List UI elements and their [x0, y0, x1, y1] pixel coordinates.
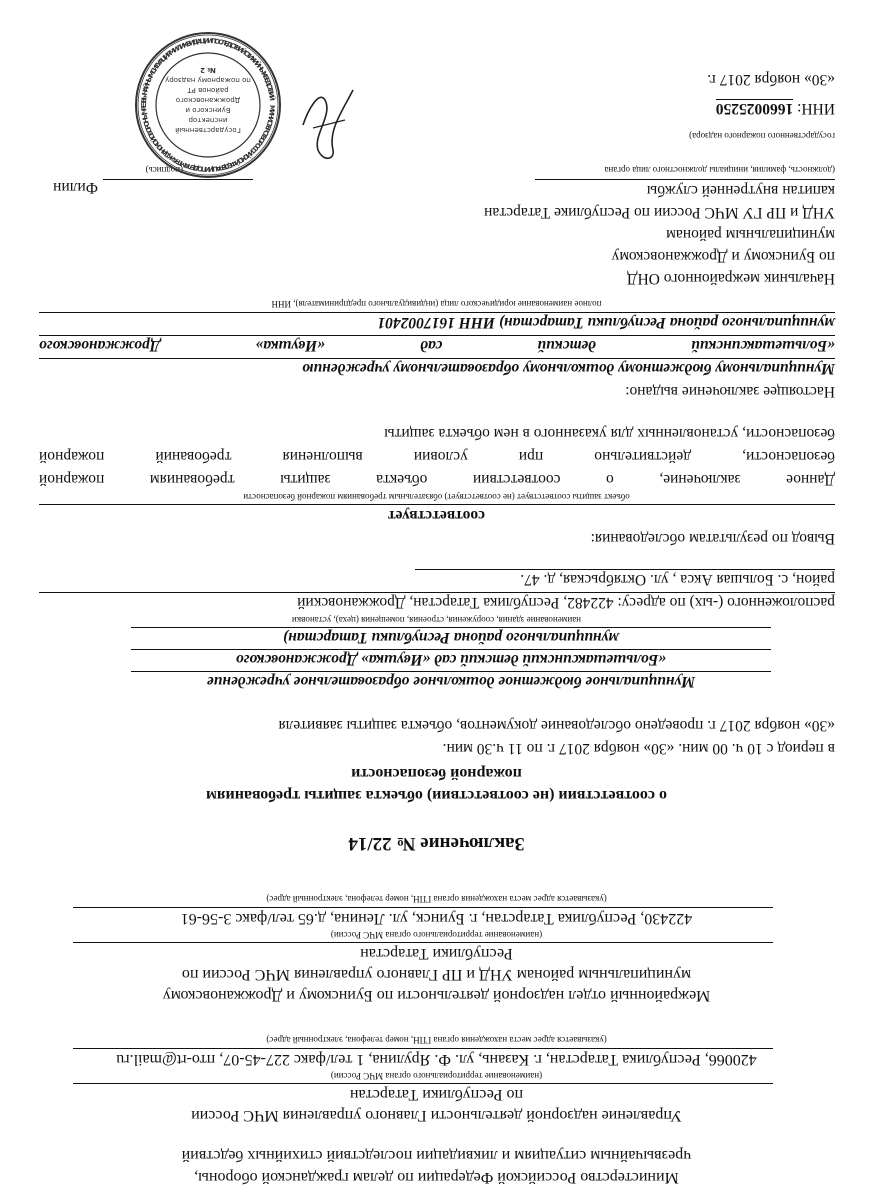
upr-line-2: по Республики Татарстан [349, 1086, 524, 1103]
signer-pos-1: Начальник межрайонного ОНД [626, 270, 835, 287]
upr-caption-1: (наименование территориального органа МЧС России) [330, 1071, 543, 1081]
upr-caption-2: (указывается адрес места нахождения органа ГПН, номер телефона, электронный адрес) [266, 1035, 607, 1045]
svg-text:Государственный: Государственный [175, 126, 241, 134]
period-line-1: в период с 10 ч. 00 мин. «30» ноября 2017 г. по 11 ч.30 мин. [442, 740, 835, 757]
dept-caption-1: (наименование территориального органа МЧС России) [330, 930, 543, 940]
result-value: соответствует [388, 507, 485, 524]
svg-text:Буинского и: Буинского и [185, 106, 231, 114]
issued-to-line-3: муниципального района Республики Татарстан) ИНН 1617002401 [39, 312, 835, 331]
upr-line-1: Управление надзорной деятельности Главного управления МЧС России [191, 1107, 682, 1124]
inn-value: 1660025250 [715, 100, 794, 117]
inn-line [716, 99, 835, 117]
divider [73, 942, 773, 943]
signature-caption: (подпись) [145, 165, 183, 175]
svg-text:районов РТ: районов РТ [187, 86, 229, 94]
signer-caption-2: государственного пожарного надзора) [689, 131, 835, 141]
ministry-line-1: Министерство Российской Федерации по делам гражданской обороны, [194, 1169, 679, 1186]
divider [73, 1048, 773, 1049]
location-text-1: расположенного (-ых) по адресу: 422482, Республика Татарстан, Дрожжановский [39, 592, 835, 611]
svg-text:№ 2: № 2 [200, 66, 216, 74]
svg-text:по пожарному надзору: по пожарному надзору [165, 76, 251, 84]
conclusion-subtitle-2: пожарной безопасности [351, 765, 522, 782]
result-caption: объект защиты соответствует (не соответствует) обязательным требованиям пожарной безопасности [243, 492, 630, 502]
signer-caption-1: (должность, фамилия, инициалы должностного лица органа [604, 165, 835, 175]
issued-label: Настоящее заключение выдано: [625, 383, 835, 400]
svg-text:МИНИСТЕРСТВО РОССИЙСКОЙ ФЕДЕРА: МИНИСТЕРСТВО РОССИЙСКОЙ ФЕДЕРАЦИИ ПО ДЕЛАМ ГРАЖДАНСКОЙ ОБОРОНЫ, ЧРЕЗВЫЧАЙНЫМ СИТУАЦИЯМ И ЛИКВИДАЦИИ ПОСЛЕДСТВИЙ СТИХИЙНЫХ БЕДСТВИЙ [139, 36, 277, 174]
signature-image [293, 80, 363, 170]
divider [39, 504, 835, 505]
inn-label: ИНН: [797, 100, 835, 117]
signer-pos-3: муниципальным районам [666, 226, 835, 243]
result-intro: Вывод по результатам обследования: [590, 530, 835, 547]
official-stamp [133, 30, 283, 180]
conclusion-title: Заключение № 22/14 [348, 833, 525, 854]
divider [73, 907, 773, 908]
para-line-3: безопасности, установленных для указанного в нем объекта защиты [384, 425, 835, 442]
signer-pos-2: по Буинскому и Дрожжановскому [611, 248, 835, 265]
para-line-1: Данное заключение, о соответствии объекта защиты требованиям пожарной [39, 471, 835, 488]
divider [535, 179, 835, 180]
dept-line-2: муниципальным районам УНД и ПР Главного управления МЧС России по [181, 966, 692, 983]
issue-date: «30» ноября 2017 г. [707, 71, 835, 88]
issued-to-caption: полное наименование юридического лица (индивидуального предпринимателя), ИНН [271, 299, 602, 309]
org-line-1: Муниципальное бюджетное дошкольное образовательное учреждение [131, 671, 771, 690]
period-line-2: «30» ноября 2017 г. проведено обследование документов, объекта защиты заявителя [278, 717, 835, 734]
signer-rank: капитан внутренней службы [646, 182, 835, 199]
upr-address: 420066, Республика Татарстан, г. Казань, ул. Ф. Ярулина, 1 тел/факс 227-45-07, пто-rt@mail.ru [116, 1051, 757, 1068]
location-text-2: район, с. Большая Акса , ул. Октябрьская, д. 47. [415, 569, 835, 588]
signer-name: Филин [53, 179, 98, 196]
org-line-3: муниципального района Республики Татарстан) [131, 627, 771, 646]
dept-caption-2: (указывается адрес места нахождения органа ГПН, номер телефона, электронный адрес) [266, 894, 607, 904]
dept-line-1: Межрайонный отдел надзорной деятельности по Буинскому и Дрожжановскому [162, 987, 711, 1004]
para-line-2: безопасности, действительно при условии выполнения требований пожарной [39, 448, 835, 465]
conclusion-subtitle-1: о соответствии (не соответствии) объекта защиты требованиям [205, 787, 668, 804]
issued-to-line-1: Муниципальному бюджетному дошкольному образовательному учреждению [39, 358, 835, 377]
divider [73, 1083, 773, 1084]
issued-to-line-2: «Большешаксинский детский сад «Ивушка» Дрожжановского [39, 337, 835, 354]
signer-pos-4: УНД и ПР ГУ МЧС России по Республике Татарстан [484, 204, 835, 221]
ministry-line-2: чрезвычайным ситуациям и ликвидации последствий стихийных бедствий [181, 1147, 692, 1164]
org-line-2: «Большешаксинский детский сад «Ивушка» Дрожжановского [131, 649, 771, 668]
location-line-2 [415, 569, 835, 588]
svg-text:инспектор: инспектор [188, 116, 228, 124]
location-line-1 [39, 592, 835, 611]
dept-address: 422430, Республика Татарстан, г. Буинск, ул. Ленина, д.65 тел/факс 3-56-61 [180, 910, 693, 927]
svg-text:Дрожжановского: Дрожжановского [175, 96, 241, 104]
org-caption: наименование здания, сооружения, строения, помещения (цеха), установки [291, 615, 582, 625]
dept-line-3: Республики Татарстан [360, 945, 513, 962]
